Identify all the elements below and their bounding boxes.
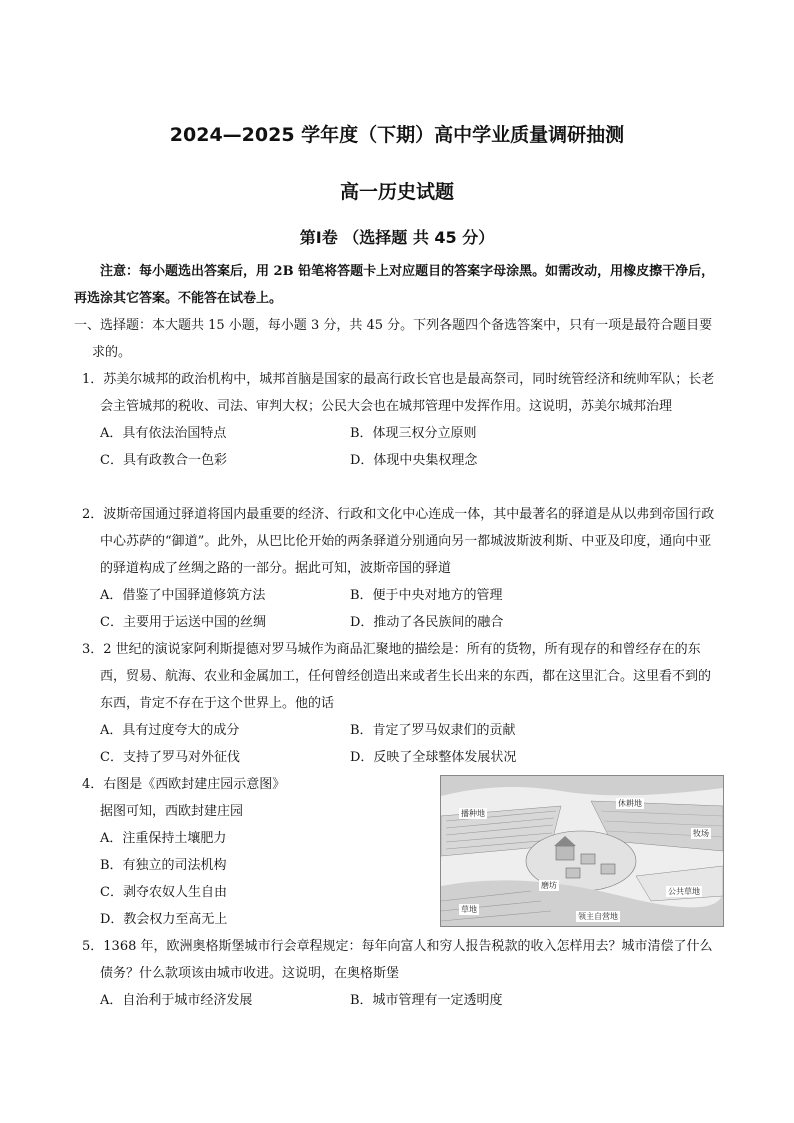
question-2	[74, 501, 722, 636]
options-row	[74, 582, 722, 609]
figure-label: 牧场	[693, 829, 709, 838]
exam-subject-title: 高一历史试题	[339, 181, 454, 203]
option-a: A．自治利于城市经济发展	[100, 993, 253, 1008]
figure-label: 休耕地	[618, 799, 642, 808]
question-4-stem-line2: 据图可知，西欧封建庄园	[100, 804, 244, 819]
option-a: A．注重保持土壤肥力	[100, 831, 227, 846]
notice-paragraph: 注意：每小题选出答案后，用 2B 铅笔将答题卡上对应题目的答案字母涂黑。如需改动，用橡皮擦干净后，再选涂其它答案。不能答在试卷上。	[74, 264, 715, 306]
section-title: 第Ⅰ卷 （选择题 共 45 分）	[299, 228, 495, 247]
option-c: C．剥夺农奴人生自由	[100, 885, 227, 900]
section-instructions	[74, 312, 722, 366]
manor-illustration	[440, 775, 724, 927]
question-4-stem	[74, 771, 434, 798]
question-1	[74, 366, 722, 474]
question-1-stem	[74, 366, 722, 420]
option-d: D．教会权力至高无上	[100, 912, 228, 927]
option-b: B．有独立的司法机构	[100, 858, 227, 873]
figure-label: 领主自营地	[578, 912, 618, 921]
option-c: C．主要用于运送中国的丝绸	[100, 615, 266, 630]
figure-label: 播种地	[461, 809, 485, 818]
option-c: C．具有政教合一色彩	[100, 453, 227, 468]
question-text: 苏美尔城邦的政治机构中，城邦首脑是国家的最高行政长官也是最高祭司，同时统管经济和统帅军队；长老会主管城邦的税收、司法、审判大权；公民大会也在城邦管理中发挥作用。这说明，苏美尔城邦治理	[100, 372, 715, 414]
option-b: B．体现三权分立原则	[350, 426, 477, 441]
option-d: D．推动了各民族间的融合	[350, 615, 504, 630]
options-row	[74, 420, 722, 447]
exam-main-title: 2024—2025 学年度（下期）高中学业质量调研抽测	[169, 124, 625, 146]
question-5-stem	[74, 933, 722, 987]
option-a: A．具有过度夸大的成分	[100, 723, 240, 738]
question-text: 1368 年，欧洲奥格斯堡城市行会章程规定：每年向富人和穷人报告税款的收入怎样用去？城市清偿了什么债务？什么款项该由城市收进。这说明，在奥格斯堡	[100, 939, 713, 981]
question-number: 2．	[82, 507, 104, 522]
option-b: B．城市管理有一定透明度	[350, 993, 503, 1008]
question-5	[74, 933, 722, 1014]
question-4	[74, 771, 434, 933]
question-2-stem	[74, 501, 722, 582]
figure-label: 公共草地	[668, 887, 700, 896]
question-number: 3．	[82, 642, 104, 657]
options-row	[74, 609, 722, 636]
options-row	[74, 744, 722, 771]
option-d: D．反映了全球整体发展状况	[350, 750, 517, 765]
options-row	[74, 447, 722, 474]
manor-drawing	[441, 776, 723, 926]
options-row	[74, 717, 722, 744]
option-a: A．具有依法治国特点	[100, 426, 227, 441]
option-a: A．借鉴了中国驿道修筑方法	[100, 588, 266, 603]
options-row	[74, 987, 722, 1014]
question-number: 5．	[82, 939, 104, 954]
option-b: B．便于中央对地方的管理	[350, 588, 503, 603]
question-3-stem	[74, 636, 722, 717]
question-text: 2 世纪的演说家阿利斯提德对罗马城作为商品汇聚地的描绘是：所有的货物，所有现存的和曾经存在的东西，贸易、航海、农业和金属加工，任何曾经创造出来或者生长出来的东西，都在这里汇合。这里看不到的东西，肯定不存在于这个世界上。他的话	[100, 642, 712, 711]
question-number: 1．	[82, 372, 104, 387]
question-3	[74, 636, 722, 771]
figure-label: 草地	[461, 905, 477, 914]
question-text: 右图是《西欧封建庄园示意图》	[103, 777, 286, 792]
option-d: D．体现中央集权理念	[350, 453, 478, 468]
option-b: B．肯定了罗马奴隶们的贡献	[350, 723, 516, 738]
section-instructions-text: 一、选择题：本大题共 15 小题，每小题 3 分，共 45 分。下列各题四个备选答案中，只有一项是最符合题目要求的。	[74, 318, 713, 360]
question-text: 波斯帝国通过驿道将国内最重要的经济、行政和文化中心连成一体，其中最著名的驿道是从以弗到帝国行政中心苏萨的“御道”。此外，从巴比伦开始的两条驿道分别通向另一都城波斯波利斯、中亚及印度，通向中亚的驿道构成了丝绸之路的一部分。据此可知，波斯帝国的驿道	[100, 507, 715, 576]
figure-label: 磨坊	[541, 881, 557, 890]
option-c: C．支持了罗马对外征伐	[100, 750, 240, 765]
question-number: 4．	[82, 777, 104, 792]
